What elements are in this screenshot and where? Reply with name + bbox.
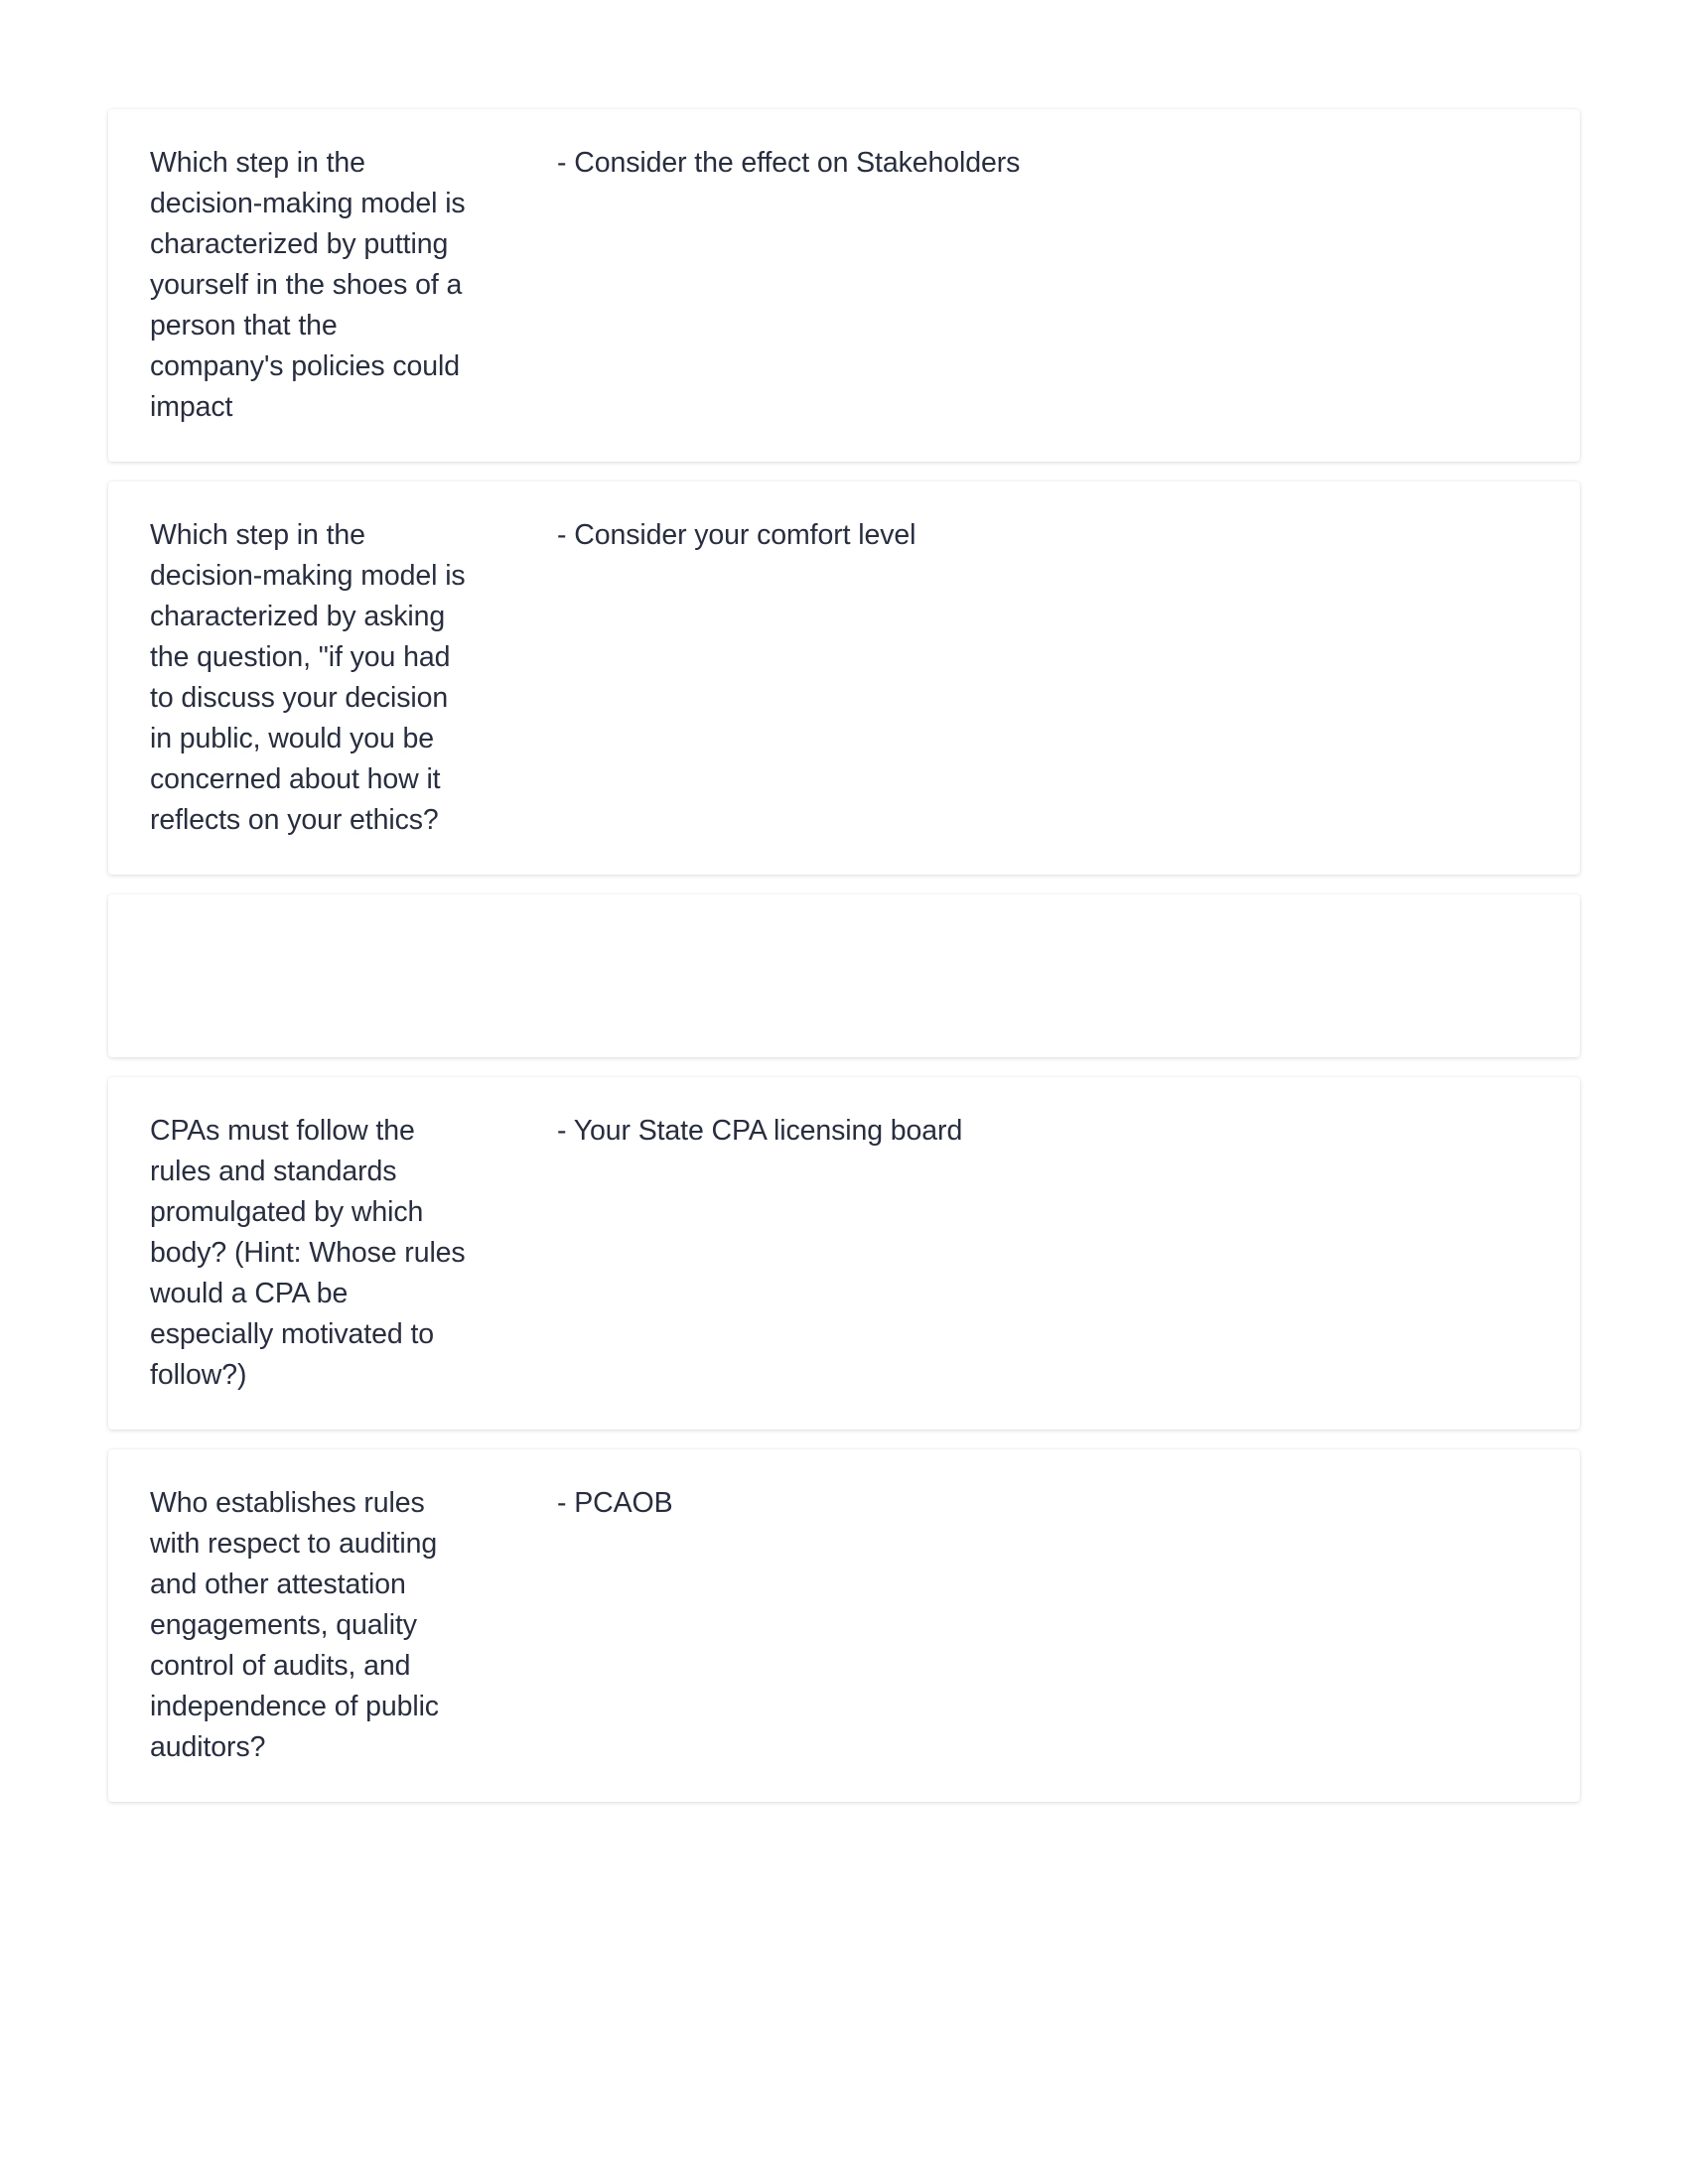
flashcard-term: Which step in the decision-making model is characterized by putting yourself in the shoes of a person that the company's policies could impact (150, 147, 466, 423)
flashcard[interactable] (108, 1077, 1580, 1430)
flashcard-empty[interactable] (108, 894, 1580, 1057)
flashcard-definition: - Your State CPA licensing board (557, 1115, 963, 1147)
flashcard-definition: - Consider the effect on Stakeholders (557, 147, 1021, 179)
flashcard-term: Who establishes rules with respect to auditing and other attestation engagements, quality control of audits, and independence of public auditors? (150, 1487, 439, 1763)
flashcard-term: Which step in the decision-making model is characterized by asking the question, "if you had to discuss your decision in public, would you be concerned about how it reflects on your ethics? (150, 519, 466, 836)
flashcard-list (108, 109, 1580, 1822)
flashcard[interactable] (108, 1449, 1580, 1802)
flashcard-definition: - PCAOB (557, 1487, 673, 1519)
flashcard[interactable] (108, 481, 1580, 875)
flashcard-definition: - Consider your comfort level (557, 519, 916, 551)
flashcard-term: CPAs must follow the rules and standards promulgated by which body? (Hint: Whose rules would a CPA be especially motivated to follow?) (150, 1115, 466, 1391)
flashcard[interactable] (108, 109, 1580, 462)
